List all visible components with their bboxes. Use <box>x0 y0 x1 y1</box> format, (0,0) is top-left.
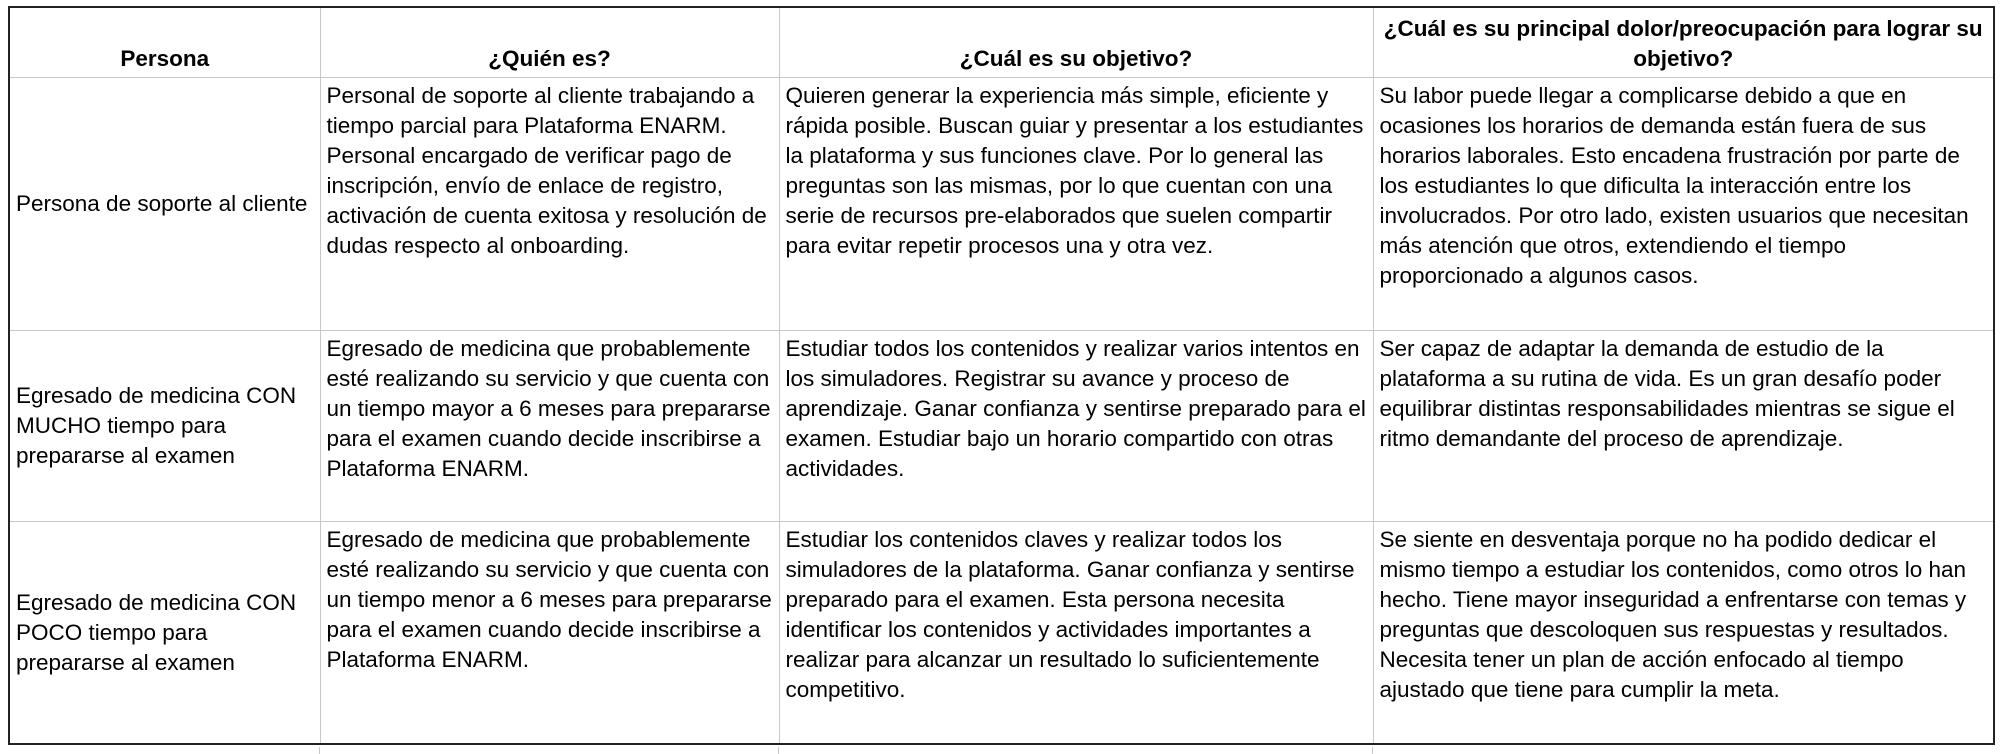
cell-dolor[interactable]: Ser capaz de adaptar la demanda de estudio de la plataforma a su rutina de vida. Es un gran desafío poder equilibrar distintas responsabilidades mientras se sigue el ritmo demandante del proceso de aprendizaje. <box>1373 331 1994 522</box>
cell-quien-es[interactable]: Personal de soporte al cliente trabajando a tiempo parcial para Plataforma ENARM. Personal encargado de verificar pago de inscripción, envío de enlace de registro, activación de cuenta exitosa y resolución de dudas respecto al onboarding. <box>320 78 779 331</box>
cell-objetivo[interactable]: Estudiar todos los contenidos y realizar varios intentos en los simuladores. Registrar su avance y proceso de aprendizaje. Ganar confianza y sentirse preparado para el examen. Estudiar bajo un horario compartido con otras actividades. <box>779 331 1373 522</box>
cell-quien-es[interactable]: Egresado de medicina que probablemente esté realizando su servicio y que cuenta con un tiempo mayor a 6 meses para prepararse para el examen cuando decide inscribirse a Plataforma ENARM. <box>320 331 779 522</box>
cell-dolor[interactable]: Se siente en desventaja porque no ha podido dedicar el mismo tiempo a estudiar los contenidos, como otros lo han hecho. Tiene mayor inseguridad a enfrentarse con temas y preguntas que descoloquen sus respuestas y resultados. Necesita tener un plan de acción enfocado al tiempo ajustado que tiene para cumplir la meta. <box>1373 522 1994 745</box>
persona-table <box>8 6 1995 745</box>
header-persona[interactable]: Persona <box>9 7 320 78</box>
table-row <box>9 331 1994 522</box>
table-row <box>9 78 1994 331</box>
cell-persona[interactable]: Persona de soporte al cliente <box>9 78 320 331</box>
cell-objetivo[interactable]: Estudiar los contenidos claves y realizar todos los simuladores de la plataforma. Ganar confianza y sentirse preparado para el examen. Esta persona necesita identificar los contenidos y actividades importantes a realizar para alcanzar un resultado lo suficientemente competitivo. <box>779 522 1373 745</box>
cell-dolor[interactable]: Su labor puede llegar a complicarse debido a que en ocasiones los horarios de demanda están fuera de sus horarios laborales. Esto encadena frustración por parte de los estudiantes lo que dificulta la interacción entre los involucrados. Por otro lado, existen usuarios que necesitan más atención que otros, extendiendo el tiempo proporcionado a algunos casos. <box>1373 78 1994 331</box>
header-objetivo[interactable]: ¿Cuál es su objetivo? <box>779 7 1373 78</box>
cell-objetivo[interactable]: Quieren generar la experiencia más simple, eficiente y rápida posible. Buscan guiar y presentar a los estudiantes la plataforma y sus funciones clave. Por lo general las preguntas son las mismas, por lo que cuentan con una serie de recursos pre-elaborados que suelen compartir para evitar repetir procesos una y otra vez. <box>779 78 1373 331</box>
next-row-gridlines <box>8 747 1993 754</box>
cell-persona[interactable]: Egresado de medicina CON MUCHO tiempo para prepararse al examen <box>9 331 320 522</box>
gridline <box>319 747 320 754</box>
spreadsheet-area <box>8 6 1993 747</box>
gridline <box>1372 747 1373 754</box>
header-row <box>9 7 1994 78</box>
cell-quien-es[interactable]: Egresado de medicina que probablemente esté realizando su servicio y que cuenta con un tiempo menor a 6 meses para prepararse para el examen cuando decide inscribirse a Plataforma ENARM. <box>320 522 779 745</box>
cell-persona[interactable]: Egresado de medicina CON POCO tiempo para prepararse al examen <box>9 522 320 745</box>
header-quien-es[interactable]: ¿Quién es? <box>320 7 779 78</box>
table-row <box>9 522 1994 745</box>
header-dolor[interactable]: ¿Cuál es su principal dolor/preocupación para lograr su objetivo? <box>1373 7 1994 78</box>
gridline <box>778 747 779 754</box>
